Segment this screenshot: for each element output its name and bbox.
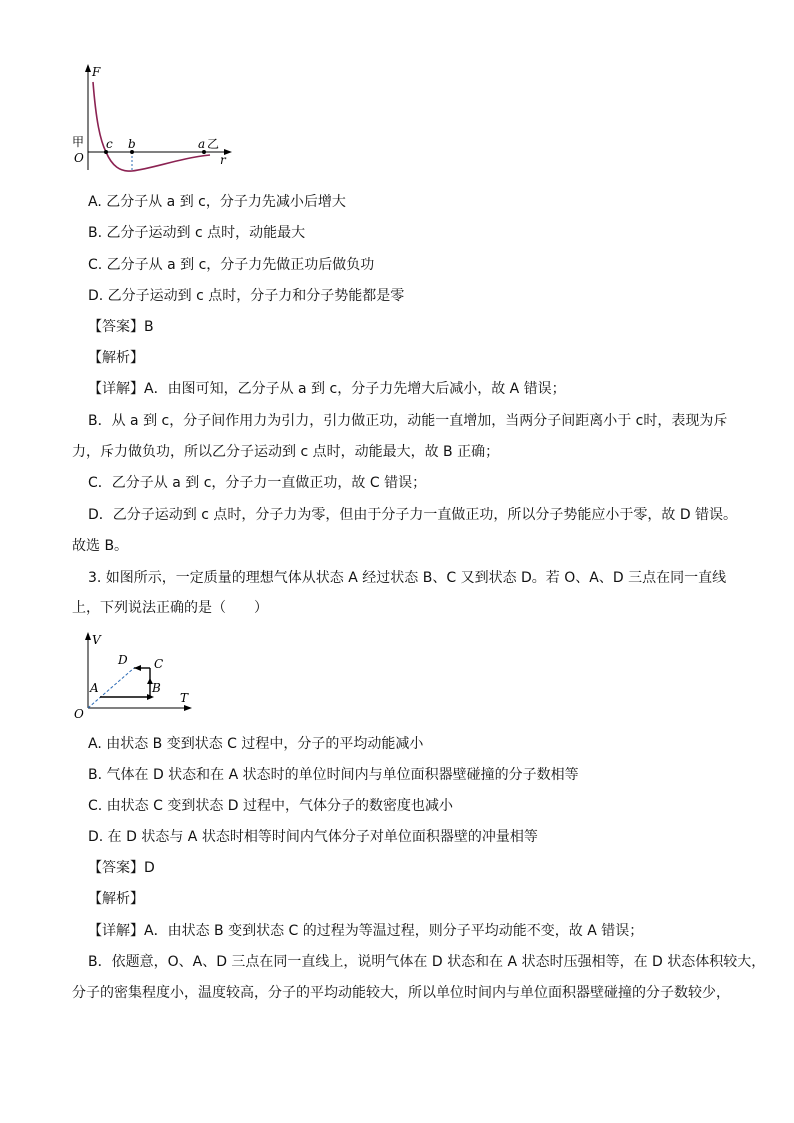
q2-detail-line: B．从 a 到 c，分子间作用力为引力，引力做正功，动能一直增加，当两分子间距离小于 c时，表现为斥 bbox=[88, 413, 728, 429]
q2-detail-line: 故选 B。 bbox=[72, 538, 129, 554]
force-distance-graph bbox=[60, 60, 240, 175]
q2-detail-line: D．乙分子运动到 c 点时，分子力为零，但由于分子力一直做正功，所以分子势能应小于零，故 D 错误。 bbox=[88, 507, 738, 523]
label-C: C bbox=[154, 657, 164, 671]
label-O: O bbox=[74, 151, 84, 165]
q2-option-c: C. 乙分子从 a 到 c，分子力先做正功后做负功 bbox=[88, 257, 375, 273]
label-V: V bbox=[92, 633, 101, 647]
label-c: c bbox=[106, 137, 113, 151]
q3-option-a: A. 由状态 B 变到状态 C 过程中，分子的平均动能减小 bbox=[88, 736, 424, 752]
q3-detail-line: B．依题意，O、A、D 三点在同一直线上，说明气体在 D 状态和在 A 状态时压强相等，在 D 状态体积较大， bbox=[88, 954, 766, 970]
label-b: b bbox=[128, 137, 136, 151]
q2-detail-line: C．乙分子从 a 到 c，分子力一直做正功，故 C 错误； bbox=[88, 475, 427, 491]
q3-option-b: B. 气体在 D 状态和在 A 状态时的单位时间内与单位面积器壁碰撞的分子数相等 bbox=[88, 767, 579, 783]
q2-detail-line: 【详解】A．由图可知，乙分子从 a 到 c，分子力先增大后减小，故 A 错误； bbox=[88, 381, 566, 397]
q3-detail-line: 【详解】A．由状态 B 变到状态 C 的过程为等温过程，则分子平均动能不变，故 A 错误； bbox=[88, 923, 644, 939]
label-B: B bbox=[152, 681, 161, 695]
t-axis-arrow bbox=[184, 705, 192, 711]
q2-option-b: B. 乙分子运动到 c 点时，动能最大 bbox=[88, 225, 306, 241]
label-T: T bbox=[180, 691, 189, 705]
q2-option-d: D. 乙分子运动到 c 点时，分子力和分子势能都是零 bbox=[88, 288, 405, 304]
label-jia: 甲 bbox=[72, 135, 85, 149]
label-yi: 乙 bbox=[207, 137, 220, 151]
label-O: O bbox=[74, 707, 84, 720]
label-A: A bbox=[90, 681, 99, 695]
cd-arrow bbox=[134, 665, 141, 671]
v-axis-arrow bbox=[85, 632, 91, 640]
q3-stem-cont: 上，下列说法正确的是（ ） bbox=[72, 600, 268, 616]
q3-stem: 3. 如图所示，一定质量的理想气体从状态 A 经过状态 B、C 又到状态 D。若 O、A、D 三点在同一直线 bbox=[88, 570, 727, 586]
label-F: F bbox=[92, 65, 101, 79]
q3-option-d: D. 在 D 状态与 A 状态时相等时间内气体分子对单位面积器壁的冲量相等 bbox=[88, 829, 538, 845]
volume-temperature-graph bbox=[70, 628, 200, 720]
q2-option-a: A. 乙分子从 a 到 c，分子力先减小后增大 bbox=[88, 194, 346, 210]
label-D: D bbox=[118, 653, 128, 667]
q2-answer: 【答案】B bbox=[88, 319, 154, 335]
q3-detail-line: 分子的密集程度小，温度较高，分子的平均动能较大，所以单位时间内与单位面积器壁碰撞的分子数较少， bbox=[72, 985, 730, 1001]
q2-detail-line: 力，斥力做负功，所以乙分子运动到 c 点时，动能最大，故 B 正确； bbox=[72, 444, 500, 460]
q3-option-c: C. 由状态 C 变到状态 D 过程中，气体分子的数密度也减小 bbox=[88, 798, 454, 814]
force-curve bbox=[93, 82, 210, 171]
label-a: a bbox=[198, 137, 206, 151]
label-r: r bbox=[220, 153, 226, 167]
q2-analysis-label: 【解析】 bbox=[88, 350, 144, 366]
q3-answer: 【答案】D bbox=[88, 860, 155, 876]
q3-analysis-label: 【解析】 bbox=[88, 891, 144, 907]
f-axis-arrow bbox=[85, 64, 91, 72]
